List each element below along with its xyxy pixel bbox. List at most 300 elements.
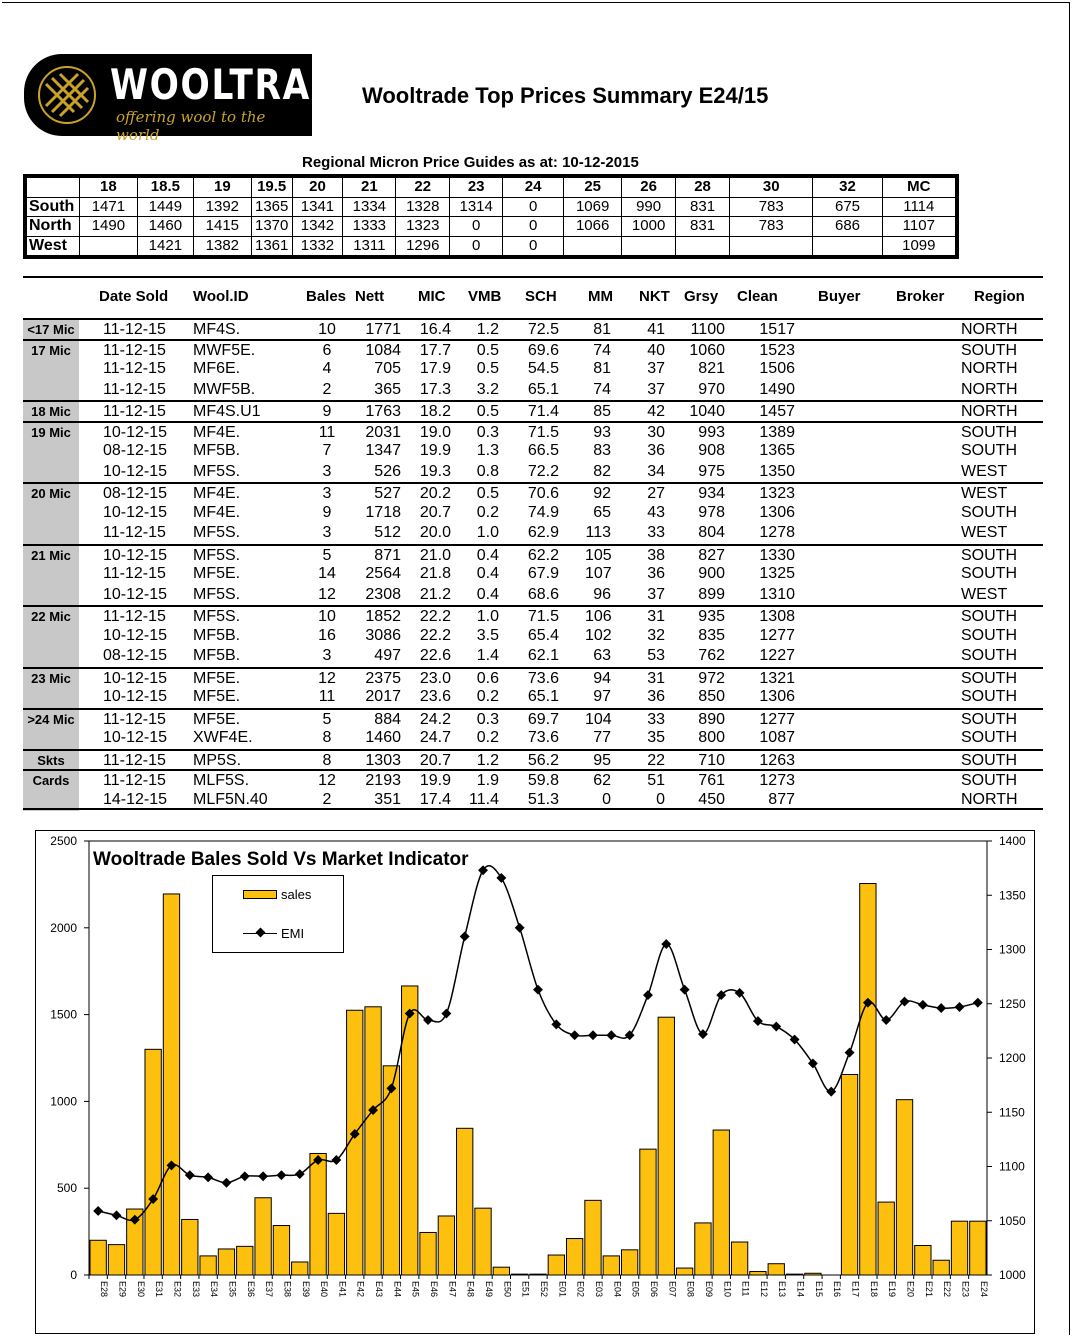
left-axis-label: 1000: [50, 1094, 77, 1109]
guide-price-cell: 1107: [882, 217, 955, 237]
cell-region: NORTH: [961, 380, 1018, 398]
cell-clean: 1278: [759, 524, 795, 541]
category-label: E02: [575, 1281, 586, 1298]
guide-price-cell: 1382: [193, 236, 251, 256]
sales-bar: [383, 1066, 399, 1275]
emi-point: [185, 1170, 195, 1180]
guide-micron-header: 21: [343, 178, 396, 198]
cell-date-sold: 14-12-15: [103, 790, 168, 808]
cell-nkt: 36: [647, 688, 665, 705]
cell-mm: 74: [593, 341, 611, 359]
cell-nkt: 36: [647, 442, 665, 459]
cell-mm: 106: [585, 608, 612, 625]
cell-vmb: 0.3: [476, 423, 499, 441]
cell-mm: 95: [593, 751, 611, 769]
left-axis-label: 500: [56, 1181, 77, 1196]
cell-bales: 4: [322, 360, 332, 377]
guide-caption: Regional Micron Price Guides as at: 10-12-2015: [302, 154, 639, 171]
cell-grsy: 975: [698, 462, 725, 480]
guide-price-cell: [813, 236, 882, 256]
sales-bar: [90, 1240, 106, 1275]
cell-region: NORTH: [961, 403, 1018, 420]
category-label: E49: [484, 1281, 495, 1298]
emi-point: [93, 1206, 103, 1216]
col-head-mm: MM: [588, 288, 613, 305]
cell-mm: 62: [593, 772, 611, 789]
sales-bar: [420, 1232, 436, 1275]
cell-region: NORTH: [961, 360, 1018, 377]
cell-grsy: 804: [698, 524, 725, 541]
cell-clean: 1087: [759, 729, 795, 746]
guide-price-cell: 783: [730, 197, 813, 217]
emi-point: [936, 1003, 946, 1013]
category-label: E01: [557, 1281, 568, 1298]
cell-mic: 21.2: [419, 585, 451, 603]
guide-region-label: West: [27, 236, 80, 256]
cell-mm: 92: [593, 485, 611, 502]
cell-bales: 3: [322, 524, 332, 541]
cell-sch: 62.9: [527, 524, 559, 541]
cell-sch: 70.6: [527, 485, 559, 502]
cell-nkt: 30: [647, 423, 665, 441]
cell-wool-id: MWF5B.: [193, 380, 256, 398]
left-axis-label: 2000: [50, 920, 77, 935]
guide-micron-header: 23: [450, 178, 503, 198]
sales-bar: [310, 1153, 326, 1275]
cell-grsy: 890: [698, 710, 725, 728]
micron-group-label: >24 Mic: [23, 710, 79, 750]
cell-date-sold: 11-12-15: [103, 321, 166, 338]
cell-sch: 71.4: [527, 403, 559, 420]
cell-vmb: 1.0: [476, 524, 499, 541]
sales-bar: [658, 1017, 674, 1275]
table-row: [23, 318, 1043, 339]
cell-vmb: 0.4: [476, 565, 499, 582]
cell-bales: 5: [322, 546, 332, 564]
cell-nett: 497: [374, 647, 401, 664]
cell-date-sold: 11-12-15: [103, 380, 166, 398]
cell-region: SOUTH: [961, 729, 1017, 746]
sales-bar: [273, 1226, 289, 1275]
category-label: E04: [612, 1281, 623, 1298]
micron-group-label: 23 Mic: [23, 669, 79, 709]
cell-sch: 65.1: [527, 688, 559, 705]
emi-point: [881, 1015, 891, 1025]
table-row: [23, 605, 1043, 626]
cell-nett: 351: [374, 790, 401, 808]
cell-bales: 9: [322, 403, 332, 420]
cell-mm: 94: [593, 669, 611, 687]
cell-bales: 14: [318, 565, 336, 582]
cell-clean: 1277: [759, 710, 795, 728]
emi-point: [258, 1171, 268, 1181]
category-label: E20: [905, 1281, 916, 1298]
emi-point: [625, 1030, 635, 1040]
cell-clean: 1490: [759, 380, 795, 398]
col-head-grsy: Grsy: [684, 288, 719, 305]
cell-wool-id: MLF5N.40: [193, 790, 268, 808]
cell-vmb: 0.5: [476, 341, 499, 359]
table-row: [23, 462, 1043, 483]
guide-price-cell: 1471: [79, 197, 137, 217]
category-label: E06: [648, 1281, 659, 1298]
cell-sch: 59.8: [527, 772, 559, 789]
cell-mic: 17.9: [419, 360, 451, 377]
guide-price-cell: 1066: [564, 217, 622, 237]
right-axis-label: 1100: [999, 1159, 1025, 1174]
cell-nett: 1303: [365, 751, 401, 769]
legend-emi-marker: [256, 928, 266, 938]
sales-bar: [512, 1274, 528, 1275]
sales-bar: [860, 884, 876, 1275]
cell-date-sold: 10-12-15: [103, 503, 168, 521]
guide-price-cell: 1392: [193, 197, 251, 217]
guide-price-cell: 1415: [193, 217, 251, 237]
wooltrade-logo: [24, 54, 367, 144]
cell-region: SOUTH: [961, 647, 1017, 664]
cell-region: SOUTH: [961, 341, 1017, 359]
cell-clean: 1306: [759, 503, 795, 521]
category-label: E41: [337, 1281, 348, 1298]
cell-nett: 512: [374, 524, 401, 541]
table-row: [23, 790, 1043, 811]
cell-vmb: 0.4: [476, 585, 499, 603]
table-row: [23, 380, 1043, 401]
cell-mm: 97: [593, 688, 611, 705]
emi-point: [973, 998, 983, 1008]
emi-point: [295, 1169, 305, 1179]
category-label: E23: [960, 1281, 971, 1298]
cell-region: NORTH: [961, 321, 1018, 338]
sales-bar: [713, 1130, 729, 1275]
cell-wool-id: MF5S.: [193, 585, 241, 603]
guide-price-cell: 1490: [79, 217, 137, 237]
cell-nett: 527: [374, 485, 401, 502]
guide-price-cell: 0: [503, 217, 564, 237]
cell-sch: 73.6: [527, 669, 559, 687]
cell-nkt: 38: [647, 546, 665, 564]
category-label: E48: [465, 1281, 476, 1298]
emi-point: [240, 1171, 250, 1181]
cell-nkt: 37: [647, 360, 665, 377]
cell-mm: 83: [593, 442, 611, 459]
category-label: E50: [502, 1281, 513, 1298]
emi-point: [808, 1058, 818, 1068]
cell-vmb: 0.3: [476, 710, 499, 728]
guide-price-cell: 1314: [450, 197, 503, 217]
cell-mm: 96: [593, 585, 611, 603]
cell-region: SOUTH: [961, 751, 1017, 769]
sales-bar: [328, 1213, 344, 1275]
sales-bar: [182, 1219, 198, 1275]
cell-nkt: 42: [647, 403, 665, 420]
cell-date-sold: 11-12-15: [103, 772, 166, 789]
cell-sch: 62.1: [527, 647, 559, 664]
category-label: E30: [135, 1281, 146, 1298]
cell-sch: 62.2: [527, 546, 559, 564]
guide-price-cell: 1099: [882, 236, 955, 256]
cell-mm: 77: [593, 729, 611, 746]
emi-point: [680, 985, 690, 995]
guide-price-cell: 0: [503, 197, 564, 217]
cell-nett: 884: [374, 710, 401, 728]
guide-price-cell: 990: [622, 197, 676, 217]
guide-micron-header: 18: [79, 178, 137, 198]
cell-bales: 8: [322, 729, 332, 746]
right-axis-label: 1400: [999, 834, 1026, 848]
col-head-buyer: Buyer: [818, 288, 861, 305]
category-label: E14: [795, 1281, 806, 1298]
category-label: E03: [593, 1281, 604, 1298]
cell-vmb: 1.9: [476, 772, 499, 789]
cell-grsy: 710: [698, 751, 725, 769]
cell-vmb: 0.5: [476, 403, 499, 420]
emi-point: [643, 990, 653, 1000]
cell-nkt: 31: [647, 669, 665, 687]
sales-bar: [237, 1246, 253, 1275]
guide-price-cell: [79, 236, 137, 256]
cell-region: WEST: [961, 462, 1008, 480]
cell-date-sold: 10-12-15: [103, 546, 168, 564]
guide-price-cell: 1421: [137, 236, 193, 256]
cell-wool-id: MF5B.: [193, 442, 241, 459]
cell-mm: 107: [585, 565, 612, 582]
cell-vmb: 0.5: [476, 360, 499, 377]
cell-vmb: 1.2: [476, 751, 499, 769]
cell-mm: 104: [585, 710, 612, 728]
sales-bar: [970, 1221, 986, 1275]
sales-bar: [200, 1256, 216, 1275]
cell-region: NORTH: [961, 790, 1018, 808]
table-row: [23, 728, 1043, 749]
cell-mic: 24.2: [419, 710, 451, 728]
cell-bales: 12: [318, 669, 336, 687]
cell-sch: 68.6: [527, 585, 559, 603]
guide-price-cell: 1114: [882, 197, 955, 217]
category-label: E33: [190, 1281, 201, 1298]
cell-clean: 1227: [759, 647, 795, 664]
sales-bar: [218, 1249, 234, 1275]
guide-region-label: North: [27, 217, 80, 237]
cell-grsy: 1040: [689, 403, 725, 420]
cell-date-sold: 10-12-15: [103, 688, 168, 705]
guide-price-cell: 686: [813, 217, 882, 237]
guide-micron-header: 30: [730, 178, 813, 198]
cell-nkt: 37: [647, 380, 665, 398]
document-title: Wooltrade Top Prices Summary E24/15: [362, 83, 769, 108]
cell-sch: 72.2: [527, 462, 559, 480]
cell-vmb: 0.2: [476, 729, 499, 746]
cell-mic: 22.2: [419, 626, 451, 644]
category-label: E11: [740, 1281, 751, 1297]
cell-mm: 74: [593, 380, 611, 398]
guide-price-cell: [564, 236, 622, 256]
cell-clean: 1273: [759, 772, 795, 789]
cell-region: SOUTH: [961, 626, 1017, 644]
cell-vmb: 11.4: [469, 790, 499, 808]
sales-bar: [292, 1262, 308, 1275]
cell-date-sold: 08-12-15: [103, 442, 168, 459]
guide-price-cell: 1460: [137, 217, 193, 237]
cell-sch: 73.6: [527, 729, 559, 746]
guide-row: [27, 197, 956, 217]
guide-price-cell: 1332: [292, 236, 343, 256]
table-row: [23, 359, 1043, 380]
col-head-vmb: VMB: [468, 288, 502, 305]
cell-wool-id: MLF5S.: [193, 772, 250, 789]
sales-bar: [163, 894, 179, 1275]
cell-nett: 365: [374, 380, 401, 398]
cell-bales: 10: [318, 608, 336, 625]
cell-region: SOUTH: [961, 710, 1017, 728]
sales-bar: [750, 1272, 766, 1275]
cell-bales: 6: [322, 341, 332, 359]
cell-date-sold: 11-12-15: [103, 403, 166, 420]
category-label: E21: [923, 1281, 934, 1298]
guide-row: [27, 217, 956, 237]
category-label: E43: [374, 1281, 385, 1298]
guide-price-cell: 1370: [251, 217, 292, 237]
cell-grsy: 899: [698, 585, 725, 603]
cell-sch: 69.6: [527, 341, 559, 359]
table-row: [23, 482, 1043, 503]
guide-price-cell: 1449: [137, 197, 193, 217]
cell-grsy: 978: [698, 503, 725, 521]
guide-micron-header: 19: [193, 178, 251, 198]
category-label: E17: [850, 1281, 861, 1298]
cell-bales: 2: [322, 790, 332, 808]
cell-wool-id: MF5S.: [193, 608, 241, 625]
col-head-nkt: NKT: [639, 288, 670, 305]
emi-point: [276, 1170, 286, 1180]
cell-nkt: 41: [647, 321, 665, 338]
cell-sch: 74.9: [527, 503, 559, 521]
cell-vmb: 0.2: [476, 688, 499, 705]
cell-vmb: 0.2: [476, 503, 499, 521]
cell-bales: 3: [322, 485, 332, 502]
right-axis-label: 1150: [999, 1105, 1025, 1120]
cell-vmb: 1.2: [476, 321, 499, 338]
cell-clean: 877: [768, 790, 795, 808]
table-row: [23, 749, 1043, 770]
category-label: E35: [227, 1281, 238, 1298]
guide-price-cell: [676, 236, 730, 256]
cell-clean: 1523: [759, 341, 795, 359]
sales-bar: [951, 1221, 967, 1275]
emi-point: [441, 1009, 451, 1019]
right-axis-label: 1350: [999, 888, 1026, 903]
category-label: E08: [685, 1281, 696, 1298]
category-label: E16: [832, 1281, 843, 1298]
cell-nett: 2193: [365, 772, 401, 789]
emi-point: [203, 1172, 213, 1182]
cell-mm: 102: [585, 626, 612, 644]
cell-vmb: 3.2: [476, 380, 499, 398]
cell-region: SOUTH: [961, 503, 1017, 521]
cell-nett: 2564: [365, 565, 401, 582]
cell-clean: 1350: [759, 462, 795, 480]
cell-grsy: 762: [698, 647, 725, 664]
chart-title: Wooltrade Bales Sold Vs Market Indicator: [93, 849, 469, 870]
sales-bar: [475, 1208, 491, 1275]
cell-region: SOUTH: [961, 442, 1017, 459]
guide-micron-header: 20: [292, 178, 343, 198]
category-label: E10: [722, 1281, 733, 1298]
category-label: E31: [154, 1281, 165, 1298]
sales-bar: [805, 1273, 821, 1275]
emi-point: [955, 1002, 965, 1012]
emi-point: [606, 1030, 616, 1040]
cell-mic: 23.6: [419, 688, 451, 705]
table-row: [23, 523, 1043, 544]
cell-nett: 1763: [365, 403, 401, 420]
category-label: E19: [887, 1281, 898, 1298]
emi-point: [423, 1015, 433, 1025]
cell-mic: 19.9: [419, 442, 451, 459]
category-label: E37: [264, 1281, 275, 1298]
cell-grsy: 821: [698, 360, 725, 377]
category-label: E45: [410, 1281, 421, 1298]
cell-sch: 66.5: [527, 442, 559, 459]
cell-wool-id: MF4S.U1: [193, 403, 261, 420]
table-row: [23, 646, 1043, 667]
sales-bar: [548, 1255, 564, 1275]
sales-bar: [365, 1007, 381, 1275]
cell-clean: 1365: [759, 442, 795, 459]
guide-corner: [27, 178, 80, 198]
legend-sales-label: sales: [281, 887, 312, 902]
cell-mm: 93: [593, 423, 611, 441]
cell-nkt: 34: [647, 462, 665, 480]
micron-group-label: 17 Mic: [23, 341, 79, 402]
cell-sch: 69.7: [527, 710, 559, 728]
cell-nett: 2031: [365, 423, 401, 441]
guide-price-cell: 0: [503, 236, 564, 256]
cell-date-sold: 08-12-15: [103, 647, 168, 664]
table-row: [23, 667, 1043, 688]
micron-group-label: Skts: [23, 751, 79, 771]
cell-nett: 1718: [365, 503, 401, 521]
cell-region: WEST: [961, 524, 1008, 541]
cell-date-sold: 10-12-15: [103, 423, 168, 441]
cell-sch: 51.3: [527, 790, 559, 808]
emi-point: [496, 873, 506, 883]
cell-date-sold: 10-12-15: [103, 626, 168, 644]
cell-region: SOUTH: [961, 423, 1017, 441]
cell-nett: 1084: [365, 341, 401, 359]
cell-nkt: 0: [656, 790, 665, 808]
cell-grsy: 1060: [689, 341, 725, 359]
micron-group-label: 22 Mic: [23, 607, 79, 668]
guide-price-cell: 783: [730, 217, 813, 237]
cell-grsy: 972: [698, 669, 725, 687]
table-row: [23, 544, 1043, 565]
cell-mm: 85: [593, 403, 611, 420]
cell-mic: 19.0: [419, 423, 451, 441]
category-label: E32: [172, 1281, 183, 1298]
category-label: E42: [355, 1281, 366, 1298]
cell-clean: 1389: [759, 423, 795, 441]
col-head-region: Region: [974, 288, 1025, 305]
guide-price-cell: 1323: [396, 217, 450, 237]
cell-mic: 20.2: [419, 485, 451, 502]
cell-grsy: 761: [698, 772, 725, 789]
cell-region: SOUTH: [961, 608, 1017, 625]
sales-bar: [786, 1274, 802, 1275]
guide-micron-header: 25: [564, 178, 622, 198]
category-label: E05: [630, 1281, 641, 1298]
cell-bales: 3: [322, 462, 332, 480]
